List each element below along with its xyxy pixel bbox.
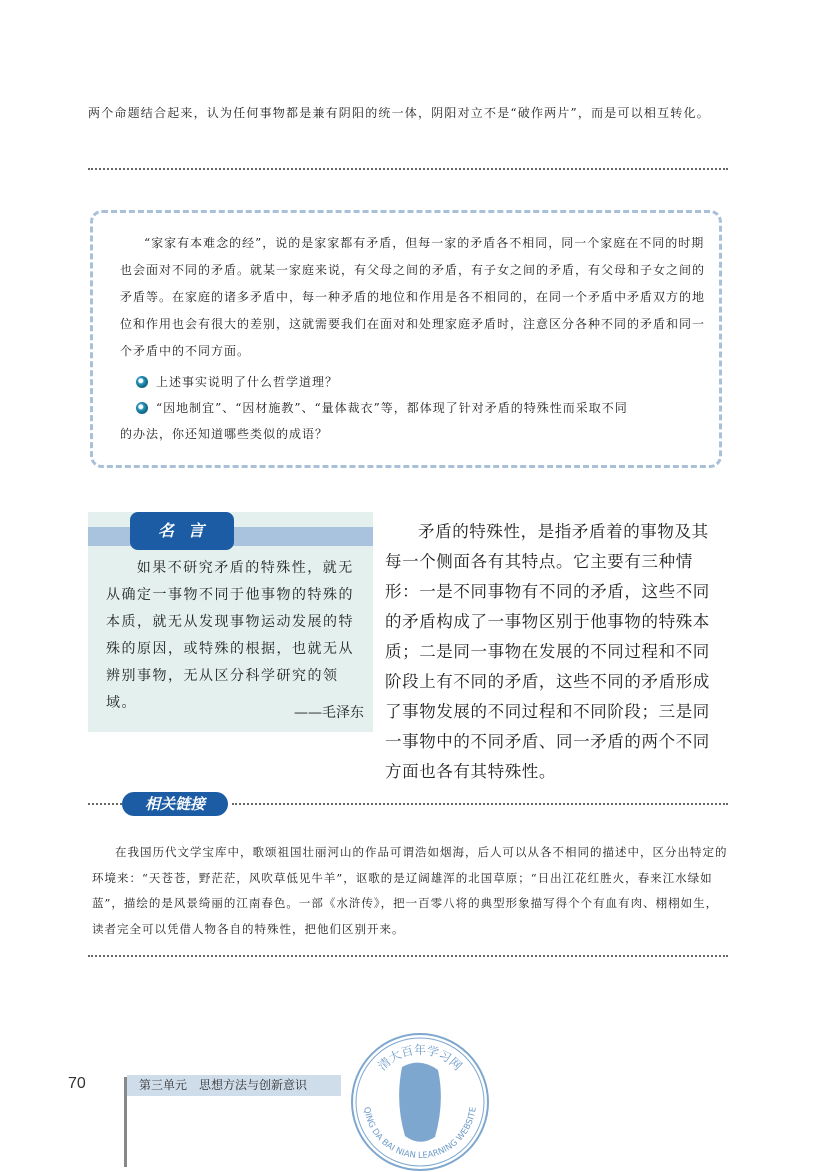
watermark-top-text: 清大百年学习网: [375, 1043, 465, 1074]
quote-text: 如果不研究矛盾的特殊性，就无从确定一事物不同于他事物的特殊的本质，就无从发现事物运动发展的特殊的原因，或特殊的根据，也就无从辨别事物，无从区分科学研究的领域。: [106, 560, 354, 711]
question-2: [120, 395, 720, 421]
question-1: [120, 369, 720, 395]
related-text: 在我国历代文学宝库中，歌颂祖国壮丽河山的作品可谓浩如烟海，后人可以从各不相同的描述中，区分出特定的环境来：“天苍苍，野茫茫，风吹草低见牛羊”，讴歌的是辽阔雄浑的北国草原；“日出江花红胜火，春来江水绿如蓝”，描绘的是风景绮丽的江南春色。一部《水浒传》，把一百零八将的典型形象描写得个个有血有肉、栩栩如生，读者完全可以凭借人物各自的特殊性，把他们区别开来。: [92, 845, 728, 936]
quote-author: ——毛泽东: [294, 705, 364, 721]
unit-title: 第三单元 思想方法与创新意识: [127, 1075, 341, 1096]
question-2-text: “因地制宜”、“因材施教”、“量体裁衣”等，都体现了针对矛盾的特殊性而采取不同: [156, 401, 628, 415]
watermark-bottom-text: QING DA BAI NIAN LEARNING WEBSITE: [361, 1106, 479, 1162]
question-1-text: 上述事实说明了什么哲学道理？: [156, 375, 339, 389]
watermark-stamp-logo: [350, 1032, 490, 1172]
page-number: 70: [68, 1075, 86, 1092]
dotted-divider: [88, 168, 728, 170]
quote-title: 名言: [130, 512, 234, 550]
top-paragraph: 两个命题结合起来，认为任何事物都是兼有阴阳的统一体，阴阳对立不是“破作两片”，而是可以相互转化。: [88, 106, 710, 120]
dotted-divider: [88, 803, 122, 805]
case-text: “家家有本难念的经”，说的是家家都有矛盾，但每一家的矛盾各不相同，同一个家庭在不同的时期也会面对不同的矛盾。就某一家庭来说，有父母之间的矛盾，有子女之间的矛盾，有父母和子女之间的矛盾等。在家庭的诸多矛盾中，每一种矛盾的地位和作用是各不相同的，在同一个矛盾中矛盾双方的地位和作用也会有很大的差别，这就需要我们在面对和处理家庭矛盾时，注意区分各种不同的矛盾和同一个矛盾中的不同方面。: [120, 236, 706, 358]
related-title: 相关链接: [122, 792, 228, 816]
dotted-divider: [232, 803, 728, 805]
question-2-cont: 的办法，你还知道哪些类似的成语？: [120, 427, 329, 441]
dotted-divider: [88, 955, 728, 957]
bullet-icon: [136, 376, 148, 388]
bullet-icon: [136, 402, 148, 414]
main-text: 矛盾的特殊性，是指矛盾着的事物及其每一个侧面各有其特点。它主要有三种情形：一是不同事物有不同的矛盾，这些不同的矛盾构成了一事物区别于他事物的特殊本质；二是同一事物在发展的不同过程和不同阶段上有不同的矛盾，这些不同的矛盾形成了事物发展的不同过程和不同阶段；三是同一事物中的不同矛盾、同一矛盾的两个不同方面也各有其特殊性。: [385, 522, 710, 781]
